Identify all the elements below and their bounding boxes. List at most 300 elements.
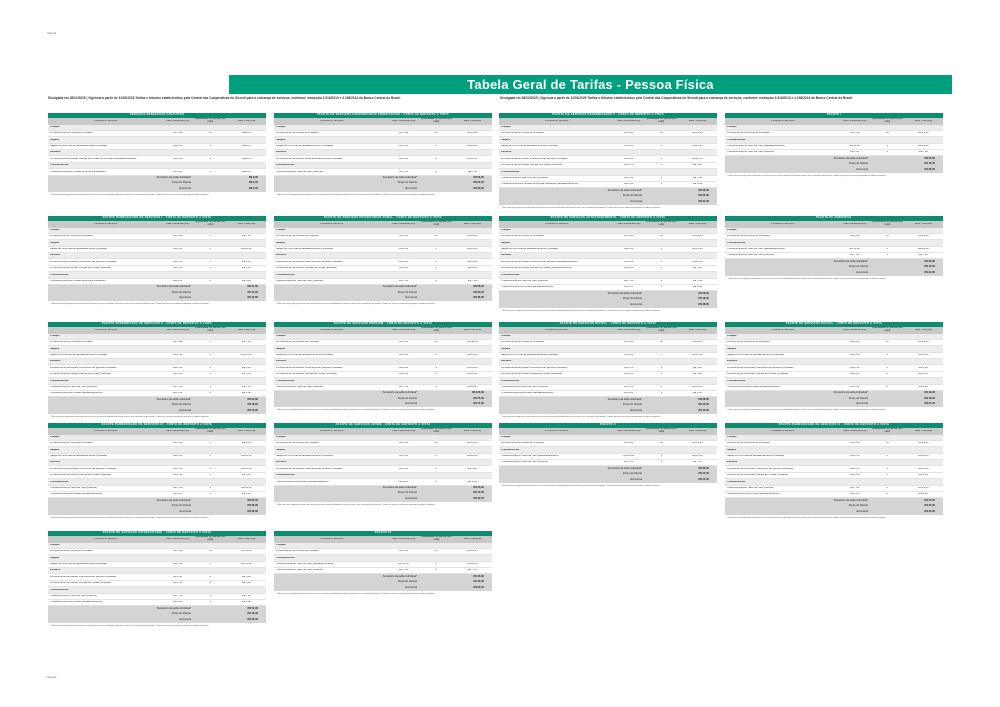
unit-price: R$ 0,00: [173, 601, 183, 604]
package-price-row-value: R$ 25,00: [247, 504, 258, 508]
unit-price: R$ 1,90: [173, 235, 183, 238]
category-label: Cheque: [501, 228, 511, 231]
service-name: Saque em terminal de autoatendimento (Pessoal): [727, 354, 785, 357]
quantity: 4: [886, 493, 889, 496]
package-price-row-value: R$ 16,00: [473, 580, 484, 584]
classification-mark-bottom: Interna: [47, 675, 57, 679]
unit-price: R$ 2,50: [173, 145, 183, 148]
sum-row-value: R$ 0,00: [248, 176, 258, 180]
unit-price: R$ 0,00: [624, 286, 634, 289]
package-card: [499, 423, 717, 487]
category-label: Cheque: [501, 334, 511, 337]
total-value: R$ 0,00: [692, 286, 702, 289]
service-name: Fornecimento de Folhas de Cheques: [50, 235, 93, 238]
header-total: Valor Total (R$): [237, 119, 256, 122]
service-name: Fornecimento de extrato mensal de contas (Pessoal): [727, 373, 788, 376]
service-name: Transferência por meio de TED (internet): [276, 170, 324, 173]
header-quantity: Quantidade no pacote (por mês): [194, 118, 226, 123]
total-value: R$ 5,00: [692, 164, 702, 167]
header-total: Valor Total (R$): [688, 119, 707, 122]
sum-row-label: Somatório da tarifa individual*: [607, 188, 643, 192]
header-unit-price: Valor Individual (R$): [617, 222, 641, 225]
service-name: Saque em terminal de autoatendimento (Pessoal): [727, 455, 785, 458]
total-value: R$ 28,00: [467, 386, 478, 389]
unit-price: R$ 7,00: [850, 151, 860, 154]
service-name: Fornecimento de Folhas de Cheques: [276, 235, 319, 238]
package-title: PACOTE DE SERVIÇOS PADRONIZADOS PRIORITÁRIOS - CONTA DE DEPÓSITO À VISTA: [274, 113, 492, 118]
quantity: 4: [660, 392, 663, 395]
column-header-row: [725, 428, 943, 435]
total-value: R$ 5,00: [241, 366, 251, 369]
total-value: R$ 19,00: [241, 550, 252, 553]
sum-row-value: R$ 75,00: [924, 498, 935, 502]
header-product: Produtos e Serviços: [545, 119, 569, 122]
package-card: [499, 216, 717, 312]
header-total: Valor Total (R$): [463, 328, 482, 331]
total-value: R$ 15,00: [241, 563, 252, 566]
service-name: Fornecimento de Folhas de Cheques: [501, 341, 544, 344]
sum-row-label: Somatório da tarifa individual*: [382, 574, 418, 578]
saving-row-label: Economia: [630, 199, 643, 203]
category-label: Cheque: [50, 435, 60, 438]
unit-price: R$ 1,90: [399, 132, 409, 135]
unit-price: R$ 2,50: [399, 157, 409, 160]
unit-price: R$ 7,00: [624, 461, 634, 464]
category-label: Cheque: [276, 334, 286, 337]
category-label: Extratos: [276, 360, 287, 363]
category-label: Cheque: [276, 125, 286, 128]
service-name: Fornecimento de extrato movimento do período (Pessoal): [50, 467, 117, 470]
service-name: Saque em terminal de autoatendimento (Pessoal): [501, 248, 559, 251]
sum-row-value: R$ 56,00: [698, 188, 709, 192]
unit-price: R$ 2,50: [399, 267, 409, 270]
quantity: 8: [435, 455, 438, 458]
saving-row-value: R$ 24,00: [924, 270, 935, 274]
package-price-row-label: Preço do Pacote: [171, 181, 192, 185]
quantity: 8: [435, 354, 438, 357]
quantity: 1: [435, 280, 438, 283]
unit-price: R$ 2,50: [850, 455, 860, 458]
service-name: Transferência por meio de TED (internet): [276, 280, 324, 283]
total-value: R$ 20,00: [467, 145, 478, 148]
unit-price: R$ 1,90: [624, 341, 634, 344]
header-product: Produtos e Serviços: [94, 328, 118, 331]
total-value: R$ 19,00: [467, 132, 478, 135]
category-label: Cheque: [50, 125, 60, 128]
service-name: Fornecimento de extrato mensal de contas (Pessoal): [501, 164, 562, 167]
unit-price: R$ 2,50: [173, 157, 183, 160]
unit-price: R$ 7,00: [173, 595, 183, 598]
quantity: 10: [885, 235, 889, 238]
unit-price: R$ 7,00: [624, 386, 634, 389]
category-label: Saques: [50, 138, 60, 141]
total-value: R$ 7,00: [692, 280, 702, 283]
unit-price: R$ 1,90: [173, 341, 183, 344]
service-name: Fornecimento de extrato mensal de contas (Pessoal): [727, 474, 788, 477]
header-quantity: Quantidade no pacote (por mês): [420, 118, 452, 123]
unit-price: R$ 0,00: [173, 392, 183, 395]
card-footnote: * Valor que seria pago pelo associado caso os serviços fossem utilizados de forma avulsa, sem contratação de pacote. Confira os serviços essenciais gratuitos na tabela completa.: [276, 303, 436, 306]
sum-row-label: Somatório da tarifa individual*: [382, 285, 418, 289]
saving-row-value: R$ 16,60: [247, 408, 258, 412]
total-value: R$ 7,00: [467, 569, 477, 572]
service-name: Transferência entre contas (autoatendimento): [50, 493, 103, 496]
sum-row-label: Somatório da tarifa individual*: [156, 606, 192, 610]
service-name: Fornecimento de extrato movimento do período (Pessoal): [727, 366, 794, 369]
card-footnote: * Valor que seria pago pelo associado caso os serviços fossem utilizados de forma avulsa, sem contratação de pacote. Confira os serviços essenciais gratuitos na tabela completa.: [727, 516, 887, 519]
header-product: Produtos e Serviços: [320, 537, 344, 540]
service-name: Transferência por meio de TED (internet): [50, 386, 98, 389]
service-name: Fornecimento de extrato movimento do período (Pessoal): [276, 157, 343, 160]
quantity: 1: [660, 280, 663, 283]
header-quantity: Quantidade no pacote (por mês): [194, 428, 226, 433]
package-price-row-label: Preço do Pacote: [622, 194, 643, 198]
card-footnote: * Valor que seria pago pelo associado caso os serviços fossem utilizados de forma avulsa, sem contratação de pacote. Confira os serviços essenciais gratuitos na tabela completa.: [50, 193, 210, 196]
saving-row-label: Economia: [405, 186, 418, 190]
header-product: Produtos e Serviços: [771, 119, 795, 122]
package-price-row-label: Preço do Pacote: [848, 396, 869, 400]
header-unit-price: Valor Individual (R$): [843, 328, 867, 331]
saving-row-label: Economia: [179, 509, 192, 513]
saving-row-value: R$ 31,00: [924, 402, 935, 406]
quantity: 2: [209, 280, 212, 283]
unit-price: R$ 2,50: [850, 373, 860, 376]
package-price-row-label: Preço do Pacote: [622, 472, 643, 476]
sum-row-label: Somatório da tarifa individual*: [833, 498, 869, 502]
category-label: Cheque: [501, 125, 511, 128]
total-value: R$ 0,00: [241, 392, 251, 395]
package-title: PACOTE DE SERVIÇOS PRIORITÁRIOS RURAL - CONTA DE DEPÓSITO À VISTA: [274, 216, 492, 221]
saving-row-value: R$ 26,00: [924, 167, 935, 171]
quantity: 1: [209, 386, 212, 389]
total-value: R$ 5,00: [918, 366, 928, 369]
unit-price: R$ 0,00: [850, 493, 860, 496]
unit-price: R$ 1,90: [399, 235, 409, 238]
quantity: 2: [660, 164, 663, 167]
card-footnote: * Valor que seria pago pelo associado caso os serviços fossem utilizados de forma avulsa, sem contratação de pacote. Confira os serviços essenciais gratuitos na tabela completa.: [276, 409, 436, 412]
total-value: R$ 7,60: [241, 235, 251, 238]
quantity: 2: [435, 467, 438, 470]
quantity: 4: [660, 260, 663, 263]
category-label: Cheque: [727, 228, 737, 231]
service-name: Transferência entre contas (autoatendimento): [727, 386, 780, 389]
package-card: [725, 216, 943, 280]
service-name: Saque em terminal de autoatendimento (Pessoal): [50, 563, 108, 566]
service-name: Transferência por meio de TED (internet): [501, 386, 549, 389]
sum-row-label: Somatório da tarifa individual*: [382, 391, 418, 395]
service-name: Fornecimento de Folhas de Cheques: [727, 235, 770, 238]
total-value: R$ 19,00: [692, 235, 703, 238]
unit-price: R$ 1,90: [624, 235, 634, 238]
package-card: [725, 113, 943, 177]
header-unit-price: Valor Individual (R$): [843, 429, 867, 432]
package-title: PACOTE DE SERVIÇOS DIGITAL - CONTA DE DEPÓSITO À VISTA: [499, 322, 717, 327]
sum-row-label: Somatório da tarifa individual*: [156, 397, 192, 401]
category-label: Saques: [727, 347, 737, 350]
unit-price: R$ 2,50: [173, 563, 183, 566]
header-unit-price: Valor Individual (R$): [166, 328, 190, 331]
header-total: Valor Total (R$): [914, 222, 933, 225]
total-value: R$ 19,00: [467, 235, 478, 238]
unit-price: R$ 0,00: [173, 493, 183, 496]
package-price-row-label: Preço do Pacote: [848, 504, 869, 508]
unit-price: R$ 7,00: [399, 280, 409, 283]
category-label: Saques: [501, 347, 511, 350]
header-unit-price: Valor Individual (R$): [392, 119, 416, 122]
total-value: R$ 10,00: [241, 467, 252, 470]
total-value: ISENTO: [241, 170, 252, 173]
service-name: Fornecimento de extrato movimento do período (Pessoal): [50, 575, 117, 578]
total-value: R$ 10,00: [692, 260, 703, 263]
column-header-row: [48, 428, 266, 435]
column-header-row: [274, 428, 492, 435]
total-value: R$ 0,00: [241, 601, 251, 604]
unit-price: R$ 2,50: [850, 467, 860, 470]
quantity: 4: [435, 260, 438, 263]
unit-price: R$ 0,00: [173, 170, 183, 173]
unit-price: R$ 2,50: [173, 354, 183, 357]
category-label: Extratos: [727, 461, 738, 464]
quantity: 10: [885, 132, 889, 135]
quantity: 2: [209, 493, 212, 496]
total-value: R$ 7,00: [692, 177, 702, 180]
quantity: 2: [209, 260, 212, 263]
quantity: 2: [209, 601, 212, 604]
card-footnote: * Valor que seria pago pelo associado caso os serviços fossem utilizados de forma avulsa, sem contratação de pacote. Confira os serviços essenciais gratuitos na tabela completa.: [727, 277, 887, 280]
unit-price: R$ 2,50: [624, 354, 634, 357]
header-total: Valor Total (R$): [914, 119, 933, 122]
header-quantity: Quantidade no pacote (por mês): [194, 221, 226, 226]
total-value: R$ 7,00: [467, 280, 477, 283]
category-label: Saques: [50, 241, 60, 244]
total-value: R$ 10,00: [692, 157, 703, 160]
total-value: R$ 19,00: [918, 235, 929, 238]
quantity: 2: [209, 170, 212, 173]
header-total: Valor Total (R$): [463, 119, 482, 122]
header-product: Produtos e Serviços: [320, 222, 344, 225]
total-value: R$ 10,00: [918, 467, 929, 470]
quantity: 10: [434, 132, 438, 135]
total-value: R$ 20,00: [918, 455, 929, 458]
sum-row-value: R$ 53,50: [247, 498, 258, 502]
total-value: ISENTO: [241, 145, 252, 148]
package-price-row-value: R$ 35,00: [473, 396, 484, 400]
saving-row-label: Economia: [856, 270, 869, 274]
category-label: Saques: [501, 241, 511, 244]
header-total: Valor Total (R$): [914, 328, 933, 331]
package-price-row-value: R$ 23,00: [473, 181, 484, 185]
column-header-row: [48, 536, 266, 543]
sum-row-value: R$ 36,00: [473, 574, 484, 578]
quantity: 1: [886, 254, 889, 257]
sum-row-value: R$ 49,00: [924, 391, 935, 395]
service-name: Fornecimento de Folhas de Cheques: [727, 132, 770, 135]
service-name: Fornecimento de extrato mensal de contas (autoatendimento): [501, 267, 572, 270]
header-quantity: Quantidade no pacote (por mês): [871, 327, 903, 332]
header-quantity: Quantidade no pacote (por mês): [420, 221, 452, 226]
quantity: 6: [660, 248, 663, 251]
header-quantity: Quantidade no pacote (por mês): [420, 536, 452, 541]
quantity: 10: [434, 442, 438, 445]
service-name: Transferência por meio de TED (internet): [727, 254, 775, 257]
saving-row-label: Economia: [856, 167, 869, 171]
quantity: 6: [660, 145, 663, 148]
total-value: R$ 19,00: [918, 132, 929, 135]
total-value: R$ 14,00: [692, 386, 703, 389]
unit-price: R$ 7,00: [173, 386, 183, 389]
quantity: 4: [435, 386, 438, 389]
quantity: 1: [435, 569, 438, 572]
saving-row-label: Economia: [856, 402, 869, 406]
package-card: [499, 322, 717, 418]
category-label: Transferências: [727, 241, 746, 244]
quantity: 4: [435, 366, 438, 369]
unit-price: R$ 2,50: [173, 260, 183, 263]
category-label: Saques: [276, 347, 286, 350]
service-name: Fornecimento de Folhas de Cheques: [727, 442, 770, 445]
header-product: Produtos e Serviços: [545, 222, 569, 225]
header-total: Valor Total (R$): [914, 429, 933, 432]
unit-price: R$ 2,50: [850, 474, 860, 477]
unit-price: R$ 7,00: [850, 254, 860, 257]
category-label: Transferências: [50, 588, 69, 591]
service-name: Fornecimento de extrato mensal de contas (Pessoal): [50, 582, 111, 585]
quantity: 4: [209, 467, 212, 470]
saving-row-label: Economia: [405, 496, 418, 500]
category-label: Transferências: [276, 273, 295, 276]
saving-row-label: Economia: [179, 296, 192, 300]
package-price-row-label: Preço do Pacote: [397, 491, 418, 495]
saving-row-label: Economia: [405, 585, 418, 589]
total-value: R$ 10,00: [918, 145, 929, 148]
card-footnote: * Valor que seria pago pelo associado caso os serviços fossem utilizados de forma avulsa, sem contratação de pacote. Confira os serviços essenciais gratuitos na tabela completa.: [276, 193, 436, 196]
package-title: SERVIÇOS ESSENCIAIS GRATUITOS: [48, 113, 266, 118]
saving-row-value: R$ 0,00: [248, 186, 258, 190]
header-quantity: Quantidade no pacote (por mês): [194, 327, 226, 332]
unit-price: R$ 0,00: [624, 183, 634, 186]
quantity: 6: [660, 354, 663, 357]
saving-row-value: R$ 33,00: [473, 186, 484, 190]
unit-price: R$ 7,00: [399, 569, 409, 572]
service-name: Fornecimento de Folhas de Cheques: [276, 132, 319, 135]
category-label: Transferências: [727, 480, 746, 483]
category-label: Transferências: [501, 448, 520, 451]
total-value: R$ 5,00: [241, 373, 251, 376]
total-value: R$ 5,00: [918, 474, 928, 477]
package-price-row-label: Preço do Pacote: [397, 396, 418, 400]
package-card: [274, 423, 492, 506]
service-name: Transferência por meio de TED (autoatendimento): [501, 455, 559, 458]
header-product: Produtos e Serviços: [545, 429, 569, 432]
quantity: 4: [886, 467, 889, 470]
service-name: Transferência por meio de TED (internet): [276, 569, 324, 572]
category-label: Extratos: [50, 254, 61, 257]
quantity: 6: [435, 248, 438, 251]
service-name: Saque em terminal de autoatendimento (Pessoal): [50, 248, 108, 251]
unit-price: R$ 1,90: [399, 341, 409, 344]
total-value: R$ 19,00: [918, 341, 929, 344]
card-footnote: * Valor que seria pago pelo associado caso os serviços fossem utilizados de forma avulsa, sem contratação de pacote. Confira os serviços essenciais gratuitos na tabela completa.: [50, 303, 210, 306]
header-unit-price: Valor Individual (R$): [166, 429, 190, 432]
package-price-row-value: R$ 20,00: [473, 290, 484, 294]
header-product: Produtos e Serviços: [320, 429, 344, 432]
total-value: R$ 9,50: [241, 442, 251, 445]
service-name: Fornecimento de extrato movimento do período (Pessoal): [276, 366, 343, 369]
package-price-row-value: R$ 18,00: [247, 403, 258, 407]
quantity: 1: [435, 170, 438, 173]
service-name: Fornecimento de extrato mensal de contas (Pessoal): [501, 373, 562, 376]
category-label: Transferências: [276, 474, 295, 477]
service-name: Fornecimento de extrato movimento do período (Pessoal): [727, 467, 794, 470]
service-name: Transferência por meio de TED (internet): [501, 280, 549, 283]
category-label: Cheque: [727, 334, 737, 337]
service-name: Transferência por meio de TED (autoatendimento): [727, 145, 785, 148]
sum-row-value: R$ 51,00: [247, 606, 258, 610]
category-label: Cheque: [50, 228, 60, 231]
header-quantity: Quantidade no pacote (por mês): [194, 536, 226, 541]
unit-price: R$ 2,50: [399, 145, 409, 148]
package-price-row-value: R$ 30,00: [924, 504, 935, 508]
card-footnote: * Valor que seria pago pelo associado caso os serviços fossem utilizados de forma avulsa, sem contratação de pacote. Confira os serviços essenciais gratuitos na tabela completa.: [276, 503, 436, 506]
header-unit-price: Valor Individual (R$): [617, 429, 641, 432]
package-price-row-value: R$ 0,00: [248, 181, 258, 185]
total-value: R$ 5,00: [241, 474, 251, 477]
service-name: Fornecimento de extrato mensal de contas (Pessoal): [50, 474, 111, 477]
service-name: Saque em terminal de autoatendimento (Pessoal): [50, 145, 108, 148]
unit-price: R$ 2,50: [173, 474, 183, 477]
sum-row-label: Somatório da tarifa individual*: [607, 397, 643, 401]
sum-row-label: Somatório da tarifa individual*: [382, 486, 418, 490]
service-name: Fornecimento de Folhas de Cheques: [727, 341, 770, 344]
quantity: 10: [659, 235, 663, 238]
package-title: PACOTE DE SERVIÇOS PREMIUM - CONTA DE DEPÓSITO À VISTA: [274, 322, 492, 327]
total-value: R$ 19,00: [467, 550, 478, 553]
total-value: R$ 10,00: [467, 260, 478, 263]
total-value: R$ 10,00: [467, 373, 478, 376]
total-value: R$ 5,00: [467, 267, 477, 270]
header-total: Valor Total (R$): [463, 429, 482, 432]
category-label: Extratos: [276, 461, 287, 464]
service-name: Fornecimento de extrato mensal de contas (Pessoal): [276, 373, 337, 376]
quantity: 2: [209, 575, 212, 578]
total-value: R$ 0,00: [241, 280, 251, 283]
package-card: [48, 423, 266, 519]
service-name: Fornecimento de Folhas de Cheques: [276, 442, 319, 445]
total-value: R$ 38,00: [467, 341, 478, 344]
header-quantity: Quantidade no pacote (por mês): [645, 327, 677, 332]
sum-row-label: Somatório da tarifa individual*: [833, 156, 869, 160]
category-label: Saques: [501, 138, 511, 141]
package-title: PACOTE PF AMBIENTAL: [725, 216, 943, 221]
card-footnote: * Valor que seria pago pelo associado caso os serviços fossem utilizados de forma avulsa, sem contratação de pacote. Confira os serviços essenciais gratuitos na tabela completa.: [50, 415, 210, 418]
package-title: PACOTE DE SERVIÇOS AUTOATENDIMENTO - CONTA DE DEPÓSITO À VISTA: [499, 216, 717, 221]
total-value: R$ 0,00: [467, 480, 477, 483]
unit-price: R$ 2,50: [624, 366, 634, 369]
saving-row-label: Economia: [179, 186, 192, 190]
package-title: PACOTE I: [725, 113, 943, 118]
saving-row-value: R$ 34,00: [698, 199, 709, 203]
header-quantity: Quantidade no pacote (por mês): [871, 428, 903, 433]
unit-price: R$ 1,90: [399, 442, 409, 445]
service-name: Transferência por meio de TED (internet): [727, 487, 775, 490]
card-footnote: * Valor que seria pago pelo associado caso os serviços fossem utilizados de forma avulsa, sem contratação de pacote. Confira os serviços essenciais gratuitos na tabela completa.: [501, 309, 661, 312]
unit-price: R$ 2,50: [173, 467, 183, 470]
package-price-row-label: Preço do Pacote: [622, 297, 643, 301]
unit-price: R$ 2,50: [173, 366, 183, 369]
sum-row-value: R$ 36,00: [924, 259, 935, 263]
saving-row-value: R$ 36,00: [473, 296, 484, 300]
total-value: R$ 5,00: [467, 467, 477, 470]
